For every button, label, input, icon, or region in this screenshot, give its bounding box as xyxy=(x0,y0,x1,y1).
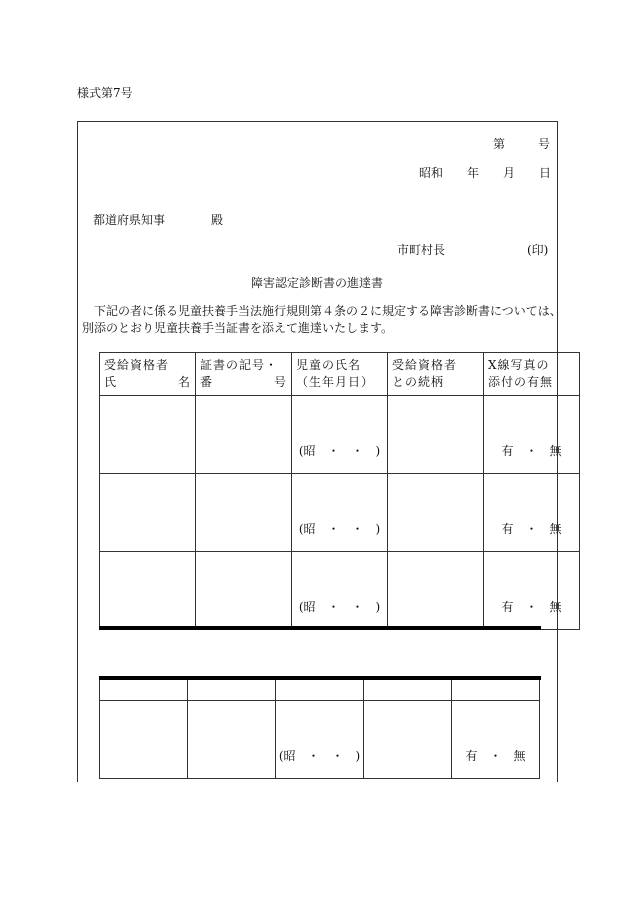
date-era: 昭和 xyxy=(419,166,444,180)
cell-relationship[interactable] xyxy=(388,552,484,630)
cell-certificate-number[interactable] xyxy=(188,701,276,779)
seal-mark: (印) xyxy=(527,243,549,257)
sender-title: 市町村長 xyxy=(397,243,446,257)
table-header-row xyxy=(100,353,580,396)
cell-xray[interactable] xyxy=(452,701,540,779)
header-line: 受給資格者 xyxy=(392,358,458,372)
cell-empty xyxy=(276,679,364,701)
xray-choice: 有 ・ 無 xyxy=(501,522,562,536)
cell-empty xyxy=(100,679,188,701)
header-certificate-number xyxy=(196,353,292,396)
records-table xyxy=(99,352,580,630)
number-suffix: 号 xyxy=(538,137,551,151)
page-break-line xyxy=(99,676,541,680)
date-day: 日 xyxy=(539,166,552,180)
records-table-continued xyxy=(99,678,540,779)
number-prefix: 第 xyxy=(493,137,506,151)
birth-date-placeholder: (昭 ・ ・ ) xyxy=(298,600,381,614)
header-line: 証書の記号・ xyxy=(200,358,279,372)
cell-xray[interactable] xyxy=(484,474,580,552)
date-year: 年 xyxy=(467,166,480,180)
header-line: との続柄 xyxy=(392,375,445,389)
date-month: 月 xyxy=(503,166,516,180)
table-row xyxy=(100,396,580,474)
cell-certificate-number[interactable] xyxy=(196,552,292,630)
cell-certificate-number[interactable] xyxy=(196,396,292,474)
cell-empty xyxy=(452,679,540,701)
page-break-line xyxy=(99,626,541,630)
xray-choice: 有 ・ 無 xyxy=(465,749,526,763)
addressee-honorific: 殿 xyxy=(211,213,224,227)
header-line: 号 xyxy=(273,375,287,389)
cell-child-name[interactable] xyxy=(292,552,388,630)
cell-xray[interactable] xyxy=(484,552,580,630)
header-line: 児童の氏名 xyxy=(296,358,362,372)
birth-date-placeholder: (昭 ・ ・ ) xyxy=(298,522,381,536)
birth-date-placeholder: (昭 ・ ・ ) xyxy=(278,749,361,763)
document-title: 障害認定診断書の進達書 xyxy=(251,276,384,290)
cell-child-name[interactable] xyxy=(276,701,364,779)
header-line: 受給資格者 xyxy=(104,358,170,372)
body-line-2: 別添のとおり児童扶養手当証書を添えて進達いたします。 xyxy=(82,321,394,335)
cell-empty xyxy=(364,679,452,701)
cell-relationship[interactable] xyxy=(364,701,452,779)
header-recipient-name xyxy=(100,353,196,396)
xray-choice: 有 ・ 無 xyxy=(501,600,562,614)
table-row xyxy=(100,474,580,552)
cell-empty xyxy=(188,679,276,701)
cell-child-name[interactable] xyxy=(292,474,388,552)
birth-date-placeholder: (昭 ・ ・ ) xyxy=(298,444,381,458)
header-line: 添付の有無 xyxy=(488,375,554,389)
header-xray xyxy=(484,353,580,396)
header-line: （生年月日） xyxy=(296,375,375,389)
table-row xyxy=(100,679,540,701)
header-relationship xyxy=(388,353,484,396)
xray-choice: 有 ・ 無 xyxy=(501,444,562,458)
cell-xray[interactable] xyxy=(484,396,580,474)
addressee-title: 都道府県知事 xyxy=(93,213,166,227)
header-line: 番 xyxy=(200,375,214,389)
cell-child-name[interactable] xyxy=(292,396,388,474)
body-line-1: 下記の者に係る児童扶養手当法施行規則第４条の２に規定する障害診断書については、 xyxy=(94,304,562,318)
table-row xyxy=(100,552,580,630)
header-child-name xyxy=(292,353,388,396)
cell-relationship[interactable] xyxy=(388,474,484,552)
cell-relationship[interactable] xyxy=(388,396,484,474)
cell-recipient-name[interactable] xyxy=(100,396,196,474)
cell-certificate-number[interactable] xyxy=(196,474,292,552)
header-line: 氏 xyxy=(104,375,118,389)
table-row xyxy=(100,701,540,779)
cell-recipient-name[interactable] xyxy=(100,701,188,779)
form-number: 様式第7号 xyxy=(77,86,133,100)
cell-recipient-name[interactable] xyxy=(100,552,196,630)
header-line: 名 xyxy=(177,375,191,389)
header-line: X線写真の xyxy=(488,358,550,372)
cell-recipient-name[interactable] xyxy=(100,474,196,552)
